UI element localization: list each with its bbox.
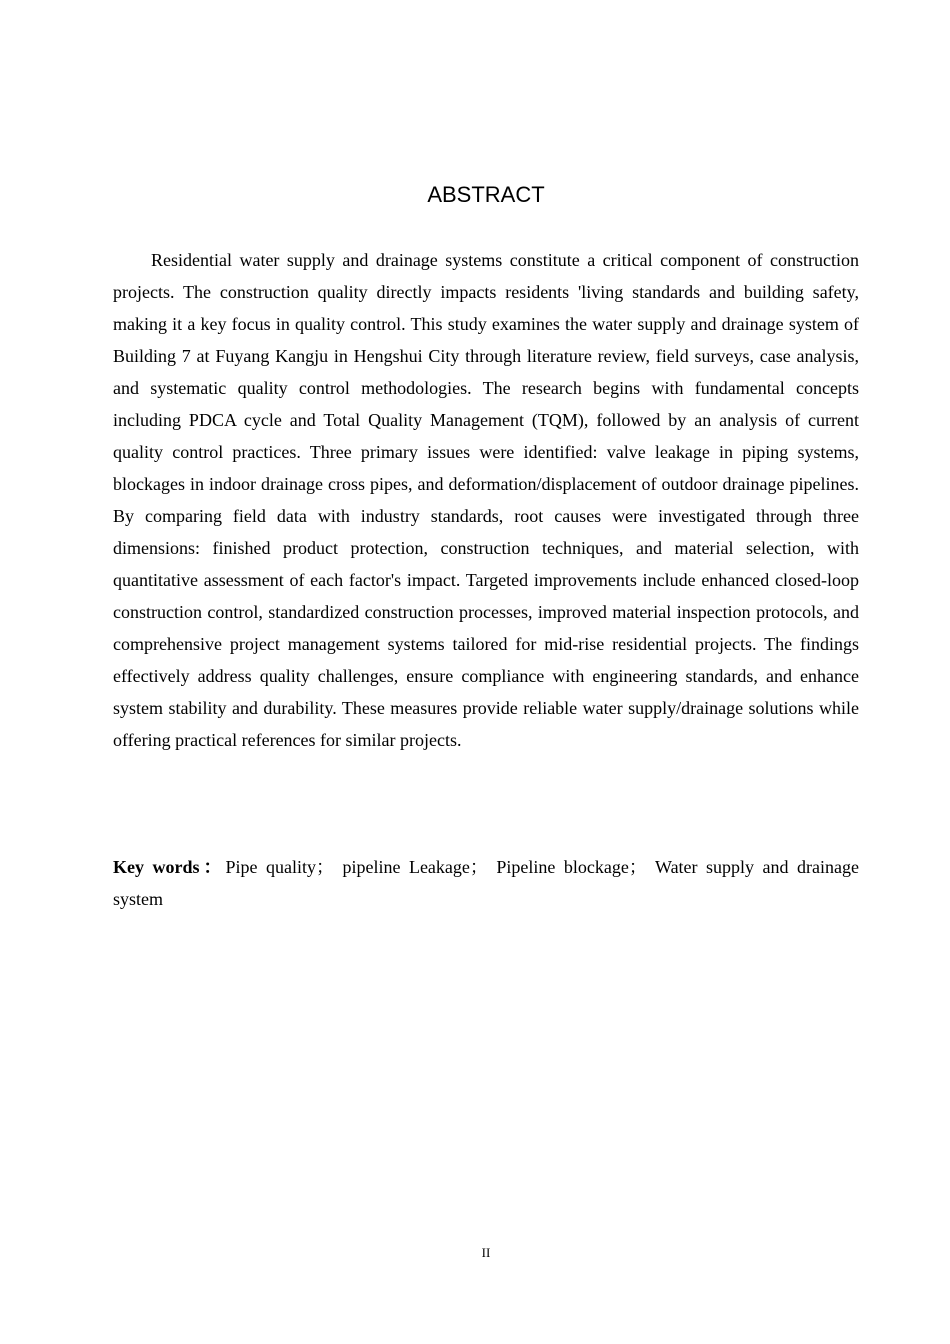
page-number: II bbox=[481, 1245, 491, 1260]
abstract-body: Residential water supply and drainage systems constitute a critical component of construction projects. The construction quality directly impacts residents 'living standards and building safety, making it a key focus in quality control. This study examines the water supply and drainage system of Building 7 at Fuyang Kangju in Hengshui City through literature review, field surveys, case analysis, and systematic quality control methodologies. The research begins with fundamental concepts including PDCA cycle and Total Quality Management (TQM), followed by an analysis of current quality control practices. Three primary issues were identified: valve leakage in piping systems, blockages in indoor drainage cross pipes, and deformation/displacement of outdoor drainage pipelines. By comparing field data with industry standards, root causes were investigated through three dimensions: finished product protection, construction techniques, and material selection, with quantitative assessment of each factor's impact. Targeted improvements include enhanced closed-loop construction control, standardized construction processes, improved material inspection protocols, and comprehensive project management systems tailored for mid-rise residential projects. The findings effectively address quality challenges, ensure compliance with engineering standards, and enhance system stability and durability. These measures provide reliable water supply/drainage solutions while offering practical references for similar projects. bbox=[113, 250, 859, 750]
keywords-text: Pipe quality； pipeline Leakage； Pipeline blockage； Water supply and drainage system bbox=[113, 857, 859, 909]
abstract-title: ABSTRACT bbox=[427, 182, 545, 207]
keywords-paragraph bbox=[113, 851, 859, 915]
keywords-label: Key words： bbox=[113, 857, 226, 877]
